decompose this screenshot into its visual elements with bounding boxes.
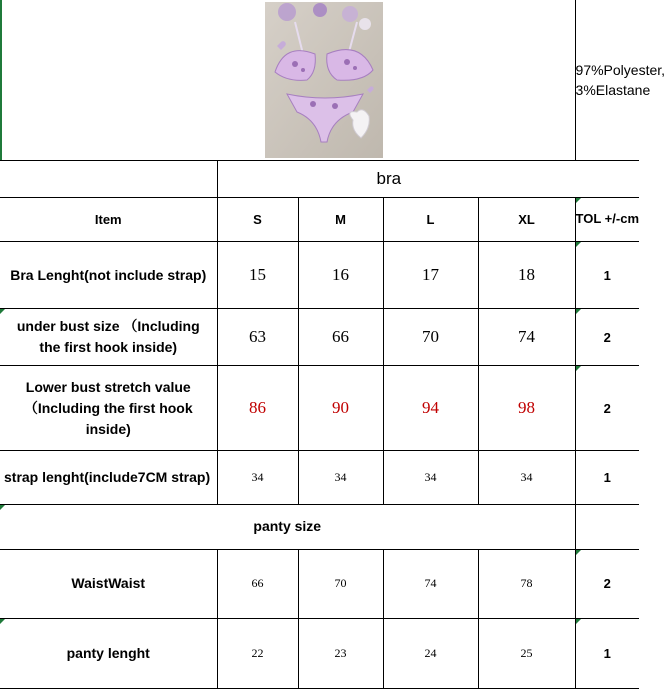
cell-value: 66 bbox=[217, 549, 298, 618]
table-row bbox=[0, 451, 639, 504]
cell-tol: 2 bbox=[575, 549, 639, 618]
cell-value: 25 bbox=[478, 618, 575, 688]
cell-value: 78 bbox=[478, 549, 575, 618]
table-row bbox=[0, 549, 639, 618]
cell-value: 34 bbox=[298, 451, 383, 504]
table-row bbox=[0, 618, 639, 688]
cell-value: 70 bbox=[298, 549, 383, 618]
header-size-l: L bbox=[383, 197, 478, 241]
header-size-xl: XL bbox=[478, 197, 575, 241]
cell-marker bbox=[0, 0, 2, 160]
row-label: strap lenght(include7CM strap) bbox=[0, 451, 217, 504]
table-row bbox=[0, 366, 639, 451]
table-row bbox=[0, 309, 639, 366]
row-label: WaistWaist bbox=[0, 549, 217, 618]
column-header-row bbox=[0, 197, 639, 241]
table-row bbox=[0, 242, 639, 309]
panty-title-row bbox=[0, 504, 639, 549]
empty-cell bbox=[0, 160, 217, 197]
empty-cell bbox=[575, 504, 639, 549]
cell-value: 34 bbox=[478, 451, 575, 504]
cell-value: 23 bbox=[298, 618, 383, 688]
cell-value: 70 bbox=[383, 309, 478, 366]
row-label: Lower bust stretch value （Including the first hook inside) bbox=[0, 366, 217, 451]
material-line-2: 3%Elastane bbox=[575, 81, 651, 98]
product-image-cell bbox=[0, 0, 575, 160]
bra-title: bra bbox=[217, 160, 639, 197]
cell-value: 18 bbox=[478, 242, 575, 309]
panty-title: panty size bbox=[0, 504, 575, 549]
header-size-m: M bbox=[298, 197, 383, 241]
material-cell bbox=[575, 0, 665, 160]
lingerie-photo-icon bbox=[265, 2, 383, 158]
cell-value: 34 bbox=[383, 451, 478, 504]
cell-tol: 1 bbox=[575, 451, 639, 504]
cell-value: 34 bbox=[217, 451, 298, 504]
cell-value: 94 bbox=[383, 366, 478, 451]
material-line-1: 97%Polyester, bbox=[575, 61, 665, 78]
row-label: panty lenght bbox=[0, 618, 217, 688]
cell-value: 98 bbox=[478, 366, 575, 451]
header-size-s: S bbox=[217, 197, 298, 241]
header-row bbox=[0, 0, 639, 160]
cell-tol: 1 bbox=[575, 242, 639, 309]
header-tol: TOL +/-cm bbox=[575, 197, 639, 241]
cell-value: 24 bbox=[383, 618, 478, 688]
header-item: Item bbox=[0, 197, 217, 241]
cell-tol: 2 bbox=[575, 366, 639, 451]
cell-tol: 2 bbox=[575, 309, 639, 366]
row-label: Bra Lenght(not include strap) bbox=[0, 242, 217, 309]
row-label: under bust size （Including the first hook inside) bbox=[0, 309, 217, 366]
cell-value: 17 bbox=[383, 242, 478, 309]
cell-value: 74 bbox=[478, 309, 575, 366]
cell-value: 22 bbox=[217, 618, 298, 688]
cell-value: 66 bbox=[298, 309, 383, 366]
bra-title-row bbox=[0, 160, 639, 197]
cell-value: 74 bbox=[383, 549, 478, 618]
cell-value: 15 bbox=[217, 242, 298, 309]
cell-value: 90 bbox=[298, 366, 383, 451]
cell-value: 16 bbox=[298, 242, 383, 309]
cell-tol: 1 bbox=[575, 618, 639, 688]
cell-value: 63 bbox=[217, 309, 298, 366]
cell-value: 86 bbox=[217, 366, 298, 451]
